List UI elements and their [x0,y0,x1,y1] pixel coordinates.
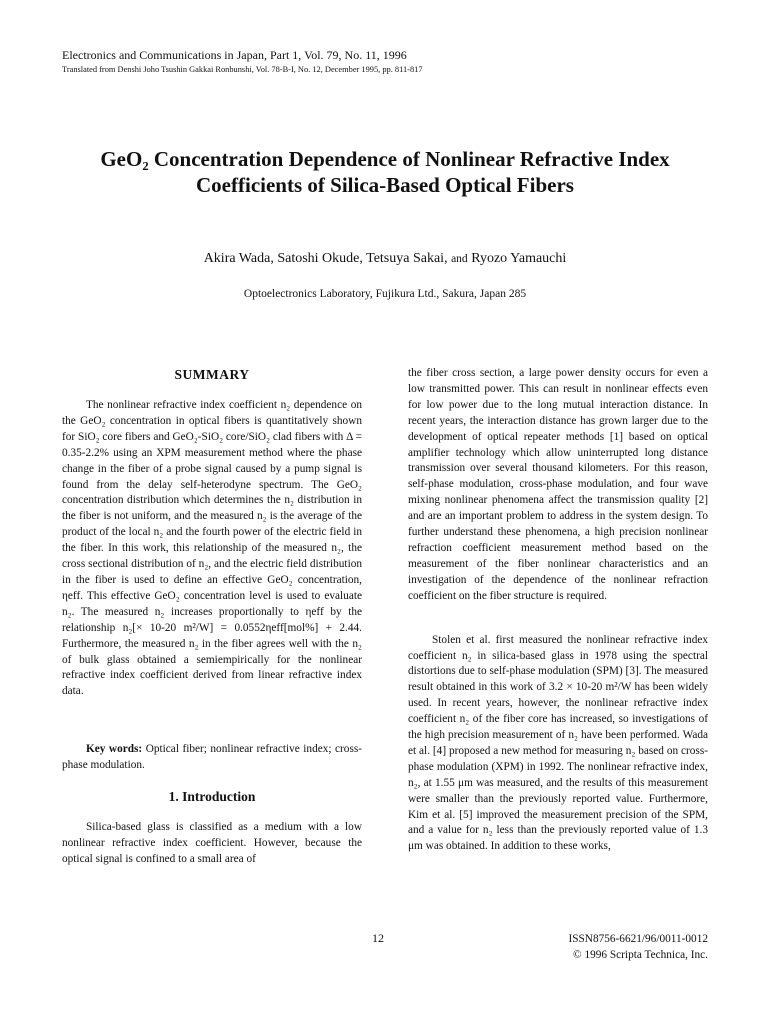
body-paragraph-continued: the fiber cross section, a large power density occurs for even a low transmitted power. This can result in nonlinear effects even for low power due to the long mutual interaction distance. In recent years, the interaction distance has grown larger due to the development of optical repeater methods [1] based on optical amplifier technology which allow uninterrupted long distance transmission over several thousand kilometers. For this reason, self-phase modulation, cross-phase modulation, and four wave mixing nonlinear phenomena affect the transmission quality [2] and are an important problem to address in the system design. To further understand these phenomena, a high precision nonlinear refraction coefficient measurement method based on the measurement of the fiber nonlinear characteristics and an investigation of the dependence of the nonlinear refraction coefficient on the fiber structure is required. [408,367,708,602]
publication-info [548,931,708,963]
page-number: 12 [372,931,384,945]
right-column [408,366,708,855]
introduction-heading: 1. Introduction [168,789,256,805]
page-header [62,48,722,76]
paper-title [40,146,730,198]
keywords-label: Key words: [86,743,143,756]
keywords [62,742,362,774]
left-column [62,366,362,868]
author-affiliation: Optoelectronics Laboratory, Fujikura Ltd., Sakura, Japan 285 [243,288,527,300]
journal-citation: Electronics and Communications in Japan, Part 1, Vol. 79, No. 11, 1996 [62,48,407,62]
issn: ISSN8756-6621/96/0011-0012 [568,933,708,945]
author-names-1: Akira Wada, Satoshi Okude, Tetsuya Sakai, [203,251,448,266]
body-paragraph-2: Stolen et al. first measured the nonlinear refractive index coefficient n₂ in silica-based glass in 1978 using the spectral distortions due to self-phase modulation (SPM) [3]. The measured result obtained in this work of 3.2 × 10-20 m²/W has been widely used. In recent years, however, the nonlinear refractive index coefficient n₂ of the fiber core has increased, so investigations of the high precision measurement of n₂ have been performed. Wada et al. [4] proposed a new method for measuring n₂ based on cross-phase modulation (XPM) in 1992. The nonlinear refractive index, n₂, at 1.55 μm was measured, and the results of this measurement were smaller than the previously reported value. Furthermore, Kim et al. [5] improved the measurement precision of the SPM, and a value for n₂ less than the previously reported value of 1.3 μm was obtained. In addition to these works, [408,633,708,853]
translation-source: Translated from Denshi Joho Tsushin Gakkai Ronbunshi, Vol. 78-B-I, No. 12, December 1995, pp. 811-817 [62,65,423,74]
author-list [40,250,730,268]
paper-title-line-1: GeO₂ Concentration Dependence of Nonlinear Refractive Index [100,147,670,171]
copyright: © 1996 Scripta Technica, Inc. [573,949,708,961]
author-names-2: Ryozo Yamauchi [471,251,567,266]
keywords-text: Optical fiber; nonlinear refractive index; cross-phase modulation. [62,743,362,772]
paper-title-line-2: Coefficients of Silica-Based Optical Fibers [196,173,574,197]
summary-text: The nonlinear refractive index coefficient n₂ dependence on the GeO₂ concentration in optical fibers is quantitatively shown for SiO₂ core fibers and GeO₂-SiO₂ core/SiO₂ clad fibers with Δ = 0.35-2.2% using an XPM measurement method where the phase change in the fiber of a probe signal caused by a pump signal is found from the delay self-heterodyne spectrum. The GeO₂ concentration distribution which determines the n₂ distribution in the fiber is not uniform, and the measured n₂ is the average of the product of the local n₂ and the fourth power of the electric field in the fiber. In this work, this relationship of the measured n₂, the cross sectional distribution of n₂, and the electric field distribution in the fiber is used to define an effective GeO₂ concentration, ηeff. This effective GeO₂ concentration level is used to evaluate n₂. The measured n₂ increases proportionally to ηeff by the relationship n₂[× 10-20 m²/W] = 0.0552ηeff[mol%] + 2.44. Furthermore, the measured n₂ in the fiber agrees well with the n₂ of bulk glass obtained a semiempirically for the nonlinear refractive index coefficient derived from linear refractive index data. [62,399,362,698]
introduction-paragraph-1: Silica-based glass is classified as a medium with a low nonlinear refractive index coefficient. However, because the optical signal is confined to a small area of [62,821,362,865]
summary-heading: SUMMARY [174,367,250,382]
author-conjunction: and [451,253,468,265]
